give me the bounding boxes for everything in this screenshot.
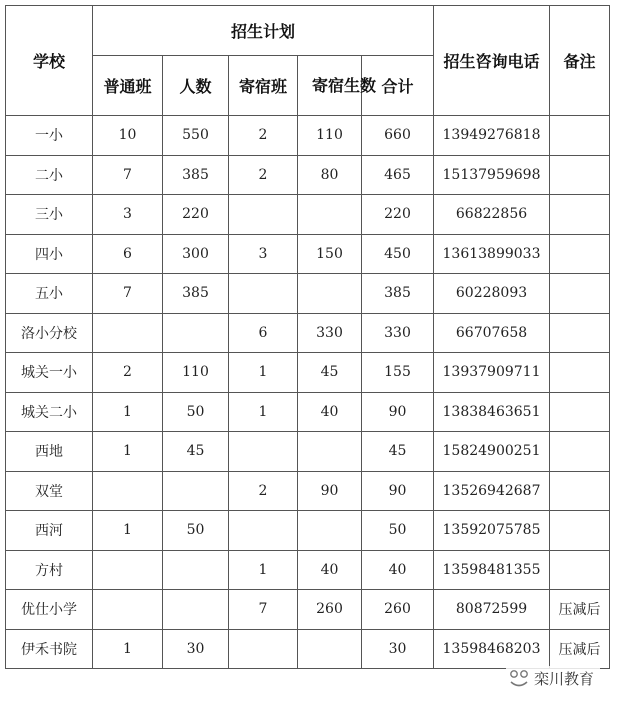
- cell-boarding-count: [298, 195, 362, 235]
- header-boarding-count: 寄宿生数: [298, 56, 362, 116]
- cell-boarding-count: 40: [298, 392, 362, 432]
- cell-boarding-class: 3: [229, 234, 298, 274]
- cell-regular-class: [93, 590, 163, 630]
- cell-regular-count: 385: [163, 274, 229, 314]
- cell-phone: 13949276818: [434, 116, 550, 156]
- table-row: [6, 511, 610, 551]
- cell-regular-class: 3: [93, 195, 163, 235]
- cell-boarding-count: [298, 629, 362, 669]
- cell-boarding-class: [229, 432, 298, 472]
- cell-regular-count: [163, 590, 229, 630]
- cell-phone: 13598481355: [434, 550, 550, 590]
- cell-total: 155: [362, 353, 434, 393]
- cell-phone: 13937909711: [434, 353, 550, 393]
- cell-total: 90: [362, 471, 434, 511]
- cell-total: 30: [362, 629, 434, 669]
- cell-school: 四小: [6, 234, 93, 274]
- table-body: [6, 116, 610, 669]
- cell-regular-count: 50: [163, 511, 229, 551]
- cell-boarding-class: 2: [229, 155, 298, 195]
- cell-school: 城关一小: [6, 353, 93, 393]
- cell-regular-class: 1: [93, 392, 163, 432]
- cell-regular-class: [93, 471, 163, 511]
- cell-note: [550, 274, 610, 314]
- cell-total: 220: [362, 195, 434, 235]
- table-row: [6, 313, 610, 353]
- cell-boarding-count: 260: [298, 590, 362, 630]
- cell-regular-count: [163, 313, 229, 353]
- header-school: 学校: [6, 6, 93, 116]
- cell-phone: 66822856: [434, 195, 550, 235]
- table-row: [6, 116, 610, 156]
- header-regular-count: 人数: [163, 56, 229, 116]
- cell-total: 660: [362, 116, 434, 156]
- watermark: [506, 666, 600, 690]
- cell-note: 压减后: [550, 590, 610, 630]
- cell-note: [550, 471, 610, 511]
- table-row: [6, 629, 610, 669]
- cell-regular-class: 10: [93, 116, 163, 156]
- cell-regular-count: 300: [163, 234, 229, 274]
- cell-note: [550, 432, 610, 472]
- cell-regular-class: 6: [93, 234, 163, 274]
- cell-regular-class: 2: [93, 353, 163, 393]
- cell-school: 五小: [6, 274, 93, 314]
- cell-regular-class: 7: [93, 155, 163, 195]
- table-row: [6, 195, 610, 235]
- cell-school: 三小: [6, 195, 93, 235]
- cell-boarding-class: [229, 629, 298, 669]
- cell-note: [550, 195, 610, 235]
- cell-boarding-class: 1: [229, 353, 298, 393]
- cell-total: 385: [362, 274, 434, 314]
- cell-boarding-count: [298, 511, 362, 551]
- cell-boarding-class: [229, 511, 298, 551]
- cell-phone: 13613899033: [434, 234, 550, 274]
- cell-school: 双堂: [6, 471, 93, 511]
- cell-total: 45: [362, 432, 434, 472]
- header-total: 合计: [362, 56, 434, 116]
- cell-regular-count: 50: [163, 392, 229, 432]
- cell-boarding-class: 1: [229, 550, 298, 590]
- cell-phone: 66707658: [434, 313, 550, 353]
- cell-school: 一小: [6, 116, 93, 156]
- cell-school: 西河: [6, 511, 93, 551]
- cell-note: [550, 353, 610, 393]
- table-row: [6, 155, 610, 195]
- cell-boarding-class: [229, 195, 298, 235]
- cell-boarding-class: [229, 274, 298, 314]
- header-boarding-class: 寄宿班: [229, 56, 298, 116]
- table-row: [6, 550, 610, 590]
- cell-regular-count: 220: [163, 195, 229, 235]
- table-row: [6, 234, 610, 274]
- cell-boarding-class: 7: [229, 590, 298, 630]
- cell-note: [550, 511, 610, 551]
- cell-boarding-count: 90: [298, 471, 362, 511]
- cell-regular-class: 1: [93, 432, 163, 472]
- header-note: 备注: [550, 6, 610, 116]
- cell-regular-count: 110: [163, 353, 229, 393]
- cell-note: [550, 313, 610, 353]
- cell-boarding-class: 1: [229, 392, 298, 432]
- cell-note: [550, 234, 610, 274]
- cell-total: 450: [362, 234, 434, 274]
- cell-boarding-count: [298, 274, 362, 314]
- cell-regular-count: [163, 550, 229, 590]
- cell-school: 方村: [6, 550, 93, 590]
- header-row-top: [6, 6, 610, 56]
- cell-school: 伊禾书院: [6, 629, 93, 669]
- cell-total: 90: [362, 392, 434, 432]
- cell-regular-count: 30: [163, 629, 229, 669]
- table-row: [6, 432, 610, 472]
- enrollment-plan-table: [5, 5, 610, 669]
- cell-note: [550, 392, 610, 432]
- cell-school: 洛小分校: [6, 313, 93, 353]
- cell-regular-class: 7: [93, 274, 163, 314]
- cell-regular-count: 385: [163, 155, 229, 195]
- cell-phone: 80872599: [434, 590, 550, 630]
- cell-boarding-count: 110: [298, 116, 362, 156]
- cell-phone: 15137959698: [434, 155, 550, 195]
- cell-phone: 15824900251: [434, 432, 550, 472]
- cell-boarding-count: 80: [298, 155, 362, 195]
- cell-regular-class: [93, 313, 163, 353]
- cell-phone: 13598468203: [434, 629, 550, 669]
- cell-regular-class: 1: [93, 629, 163, 669]
- cell-school: 二小: [6, 155, 93, 195]
- table-row: [6, 392, 610, 432]
- table-row: [6, 471, 610, 511]
- cell-phone: 13838463651: [434, 392, 550, 432]
- cell-boarding-class: 6: [229, 313, 298, 353]
- cell-total: 465: [362, 155, 434, 195]
- cell-school: 西地: [6, 432, 93, 472]
- cell-phone: 13526942687: [434, 471, 550, 511]
- cell-total: 260: [362, 590, 434, 630]
- cell-boarding-count: 45: [298, 353, 362, 393]
- header-regular-class: 普通班: [93, 56, 163, 116]
- cell-boarding-count: [298, 432, 362, 472]
- wechat-channel-icon: [508, 668, 530, 688]
- cell-boarding-class: 2: [229, 116, 298, 156]
- cell-boarding-count: 330: [298, 313, 362, 353]
- cell-boarding-class: 2: [229, 471, 298, 511]
- cell-school: 城关二小: [6, 392, 93, 432]
- table-row: [6, 590, 610, 630]
- cell-note: 压减后: [550, 629, 610, 669]
- cell-phone: 13592075785: [434, 511, 550, 551]
- table-row: [6, 353, 610, 393]
- cell-regular-count: 45: [163, 432, 229, 472]
- cell-total: 50: [362, 511, 434, 551]
- table-row: [6, 274, 610, 314]
- cell-note: [550, 550, 610, 590]
- cell-total: 40: [362, 550, 434, 590]
- header-plan: 招生计划: [93, 6, 434, 56]
- cell-note: [550, 116, 610, 156]
- cell-total: 330: [362, 313, 434, 353]
- cell-school: 优仕小学: [6, 590, 93, 630]
- header-phone: 招生咨询电话: [434, 6, 550, 116]
- cell-regular-class: 1: [93, 511, 163, 551]
- cell-regular-class: [93, 550, 163, 590]
- cell-note: [550, 155, 610, 195]
- cell-boarding-count: 150: [298, 234, 362, 274]
- cell-phone: 60228093: [434, 274, 550, 314]
- cell-regular-count: [163, 471, 229, 511]
- cell-boarding-count: 40: [298, 550, 362, 590]
- cell-regular-count: 550: [163, 116, 229, 156]
- watermark-text: 栾川教育: [534, 669, 595, 688]
